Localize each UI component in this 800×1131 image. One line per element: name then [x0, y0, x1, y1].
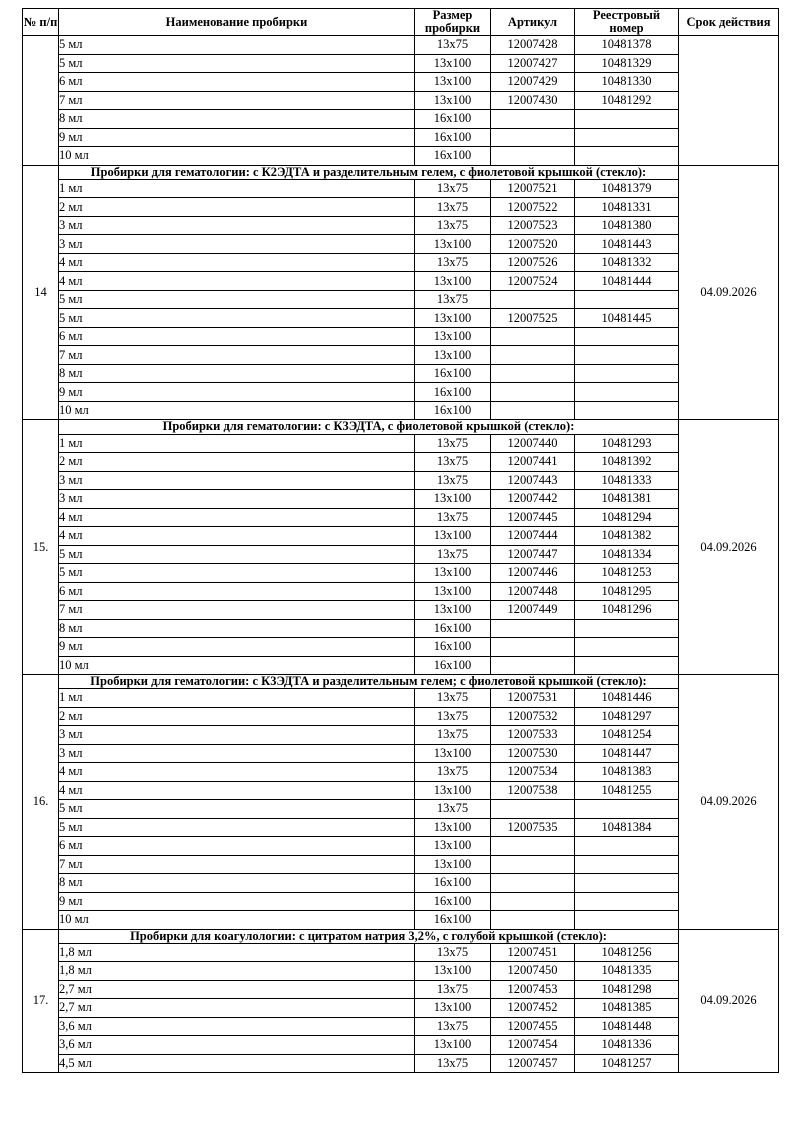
cell-name: 2 мл	[59, 198, 415, 217]
cell-name: 6 мл	[59, 837, 415, 856]
table-row	[23, 290, 779, 309]
cell-size: 13x75	[415, 198, 491, 217]
cell-reg-number: 10481295	[575, 582, 679, 601]
cell-article	[491, 346, 575, 365]
section-title-row	[23, 929, 779, 943]
cell-article: 12007534	[491, 763, 575, 782]
table-row	[23, 744, 779, 763]
cell-article: 12007525	[491, 309, 575, 328]
cell-size: 13x75	[415, 290, 491, 309]
cell-reg-number	[575, 892, 679, 911]
cell-name: 4 мл	[59, 272, 415, 291]
cell-article	[491, 656, 575, 675]
table-row	[23, 36, 779, 55]
cell-name: 6 мл	[59, 73, 415, 92]
cell-name: 5 мл	[59, 309, 415, 328]
cell-name: 5 мл	[59, 54, 415, 73]
cell-article	[491, 290, 575, 309]
cell-size: 13x100	[415, 601, 491, 620]
cell-name: 4 мл	[59, 527, 415, 546]
cell-size: 16x100	[415, 147, 491, 166]
cell-name: 10 мл	[59, 401, 415, 420]
cell-article: 12007523	[491, 216, 575, 235]
cell-article: 12007447	[491, 545, 575, 564]
cell-reg-number	[575, 383, 679, 402]
cell-size: 13x75	[415, 1017, 491, 1036]
validity-date: 04.09.2026	[679, 929, 779, 1073]
section-title: Пробирки для гематологии: с К3ЭДТА и разделительным гелем; с фиолетовой крышкой (стекло):	[59, 675, 679, 689]
cell-size: 13x100	[415, 91, 491, 110]
cell-size: 16x100	[415, 128, 491, 147]
cell-name: 8 мл	[59, 364, 415, 383]
table-row	[23, 110, 779, 129]
cell-reg-number: 10481293	[575, 434, 679, 453]
cell-article	[491, 327, 575, 346]
cell-name: 4 мл	[59, 253, 415, 272]
cell-article: 12007520	[491, 235, 575, 254]
cell-name: 2 мл	[59, 453, 415, 472]
cell-reg-number	[575, 147, 679, 166]
cell-size: 13x100	[415, 235, 491, 254]
table-row	[23, 800, 779, 819]
table-row	[23, 874, 779, 893]
table-row	[23, 837, 779, 856]
cell-size: 13x75	[415, 216, 491, 235]
cell-name: 8 мл	[59, 874, 415, 893]
cell-reg-number	[575, 110, 679, 129]
cell-size: 13x75	[415, 545, 491, 564]
cell-size: 13x100	[415, 837, 491, 856]
cell-reg-number: 10481447	[575, 744, 679, 763]
cell-reg-number: 10481331	[575, 198, 679, 217]
cell-name: 6 мл	[59, 582, 415, 601]
cell-size: 13x100	[415, 490, 491, 509]
cell-article	[491, 619, 575, 638]
cell-size: 16x100	[415, 656, 491, 675]
cell-reg-number	[575, 290, 679, 309]
cell-reg-number: 10481257	[575, 1054, 679, 1073]
table-row	[23, 73, 779, 92]
table-row	[23, 911, 779, 930]
table-row	[23, 128, 779, 147]
cell-name: 1,8 мл	[59, 962, 415, 981]
cell-name: 5 мл	[59, 564, 415, 583]
cell-article	[491, 128, 575, 147]
cell-article: 12007427	[491, 54, 575, 73]
table-row	[23, 763, 779, 782]
cell-article: 12007429	[491, 73, 575, 92]
table-row	[23, 508, 779, 527]
cell-article: 12007524	[491, 272, 575, 291]
table-row	[23, 147, 779, 166]
cell-name: 3,6 мл	[59, 1017, 415, 1036]
cell-article: 12007521	[491, 179, 575, 198]
cell-size: 13x75	[415, 508, 491, 527]
header-article: Артикул	[491, 9, 575, 36]
table-row	[23, 346, 779, 365]
cell-name: 2,7 мл	[59, 980, 415, 999]
cell-reg-number: 10481255	[575, 781, 679, 800]
cell-article: 12007443	[491, 471, 575, 490]
cell-size: 13x75	[415, 179, 491, 198]
table-row	[23, 434, 779, 453]
header-num: № п/п	[23, 9, 59, 36]
cell-article	[491, 892, 575, 911]
cell-size: 13x75	[415, 726, 491, 745]
cell-name: 1 мл	[59, 434, 415, 453]
cell-article	[491, 911, 575, 930]
cell-name: 3 мл	[59, 744, 415, 763]
cell-reg-number	[575, 874, 679, 893]
cell-article: 12007530	[491, 744, 575, 763]
cell-article: 12007457	[491, 1054, 575, 1073]
table-row	[23, 401, 779, 420]
cell-reg-number: 10481381	[575, 490, 679, 509]
cell-reg-number: 10481380	[575, 216, 679, 235]
table-body	[23, 36, 779, 1073]
cell-name: 9 мл	[59, 383, 415, 402]
cell-size: 13x100	[415, 564, 491, 583]
header-name: Наименование пробирки	[59, 9, 415, 36]
cell-size: 13x75	[415, 453, 491, 472]
cell-name: 3 мл	[59, 726, 415, 745]
cell-size: 13x75	[415, 800, 491, 819]
cell-article: 12007450	[491, 962, 575, 981]
table-row	[23, 638, 779, 657]
cell-reg-number: 10481253	[575, 564, 679, 583]
cell-size: 13x100	[415, 962, 491, 981]
cell-size: 13x100	[415, 527, 491, 546]
cell-name: 4,5 мл	[59, 1054, 415, 1073]
cell-size: 13x100	[415, 582, 491, 601]
section-title: Пробирки для гематологии: с К3ЭДТА, с фиолетовой крышкой (стекло):	[59, 420, 679, 434]
cell-article: 12007526	[491, 253, 575, 272]
cell-size: 13x100	[415, 54, 491, 73]
cell-article	[491, 800, 575, 819]
table-row	[23, 726, 779, 745]
cell-reg-number	[575, 638, 679, 657]
cell-name: 1 мл	[59, 689, 415, 708]
cell-name: 10 мл	[59, 656, 415, 675]
validity-date: 04.09.2026	[679, 420, 779, 675]
cell-reg-number	[575, 327, 679, 346]
cell-size: 16x100	[415, 110, 491, 129]
cell-name: 6 мл	[59, 327, 415, 346]
cell-name: 7 мл	[59, 91, 415, 110]
cell-size: 16x100	[415, 874, 491, 893]
header-size: Размер пробирки	[415, 9, 491, 36]
section-number: 14	[23, 165, 59, 420]
table-row	[23, 327, 779, 346]
cell-size: 13x75	[415, 253, 491, 272]
cell-reg-number	[575, 619, 679, 638]
cell-size: 16x100	[415, 638, 491, 657]
cell-size: 13x75	[415, 689, 491, 708]
table-row	[23, 980, 779, 999]
cell-article: 12007454	[491, 1036, 575, 1055]
cell-name: 8 мл	[59, 110, 415, 129]
cell-reg-number	[575, 346, 679, 365]
table-row	[23, 582, 779, 601]
cell-reg-number: 10481445	[575, 309, 679, 328]
cell-article: 12007444	[491, 527, 575, 546]
cell-reg-number	[575, 800, 679, 819]
cell-reg-number: 10481385	[575, 999, 679, 1018]
cell-article	[491, 837, 575, 856]
cell-name: 3,6 мл	[59, 1036, 415, 1055]
cell-name: 5 мл	[59, 818, 415, 837]
cell-article	[491, 383, 575, 402]
cell-reg-number: 10481292	[575, 91, 679, 110]
cell-reg-number	[575, 128, 679, 147]
cell-name: 7 мл	[59, 346, 415, 365]
table-row	[23, 216, 779, 235]
cell-size: 13x100	[415, 855, 491, 874]
cell-reg-number: 10481384	[575, 818, 679, 837]
table-row	[23, 272, 779, 291]
table-row	[23, 689, 779, 708]
cell-size: 13x75	[415, 471, 491, 490]
cell-article: 12007532	[491, 707, 575, 726]
table-row	[23, 198, 779, 217]
cell-size: 13x100	[415, 999, 491, 1018]
cell-name: 3 мл	[59, 471, 415, 490]
cell-reg-number	[575, 656, 679, 675]
cell-reg-number: 10481256	[575, 943, 679, 962]
cell-name: 4 мл	[59, 763, 415, 782]
header-reg-number: Реестровый номер	[575, 9, 679, 36]
table-row	[23, 707, 779, 726]
cell-name: 9 мл	[59, 638, 415, 657]
section-title: Пробирки для гематологии: с К2ЭДТА и разделительным гелем, с фиолетовой крышкой (стекло):	[59, 165, 679, 179]
cell-article	[491, 855, 575, 874]
table-row	[23, 855, 779, 874]
cell-name: 3 мл	[59, 216, 415, 235]
cell-article: 12007428	[491, 36, 575, 55]
header-validity: Срок действия	[679, 9, 779, 36]
cell-name: 3 мл	[59, 490, 415, 509]
table-row	[23, 545, 779, 564]
cell-article: 12007531	[491, 689, 575, 708]
cell-article	[491, 110, 575, 129]
section-number	[23, 36, 59, 166]
cell-size: 13x100	[415, 272, 491, 291]
cell-article	[491, 147, 575, 166]
cell-name: 5 мл	[59, 290, 415, 309]
cell-name: 5 мл	[59, 36, 415, 55]
table-row	[23, 999, 779, 1018]
table-row	[23, 471, 779, 490]
table-row	[23, 619, 779, 638]
cell-reg-number: 10481334	[575, 545, 679, 564]
cell-article: 12007538	[491, 781, 575, 800]
cell-name: 9 мл	[59, 128, 415, 147]
section-title: Пробирки для коагулологии: с цитратом натрия 3,2%, с голубой крышкой (стекло):	[59, 929, 679, 943]
cell-name: 7 мл	[59, 855, 415, 874]
validity-date: 04.09.2026	[679, 675, 779, 930]
cell-size: 16x100	[415, 364, 491, 383]
cell-article: 12007445	[491, 508, 575, 527]
cell-size: 13x100	[415, 781, 491, 800]
table-row	[23, 1054, 779, 1073]
cell-article: 12007446	[491, 564, 575, 583]
cell-reg-number	[575, 401, 679, 420]
table-row	[23, 818, 779, 837]
cell-reg-number: 10481254	[575, 726, 679, 745]
cell-reg-number: 10481332	[575, 253, 679, 272]
cell-size: 13x75	[415, 707, 491, 726]
cell-article: 12007448	[491, 582, 575, 601]
cell-size: 13x100	[415, 346, 491, 365]
table-row	[23, 253, 779, 272]
cell-size: 13x100	[415, 327, 491, 346]
cell-reg-number: 10481382	[575, 527, 679, 546]
cell-reg-number: 10481446	[575, 689, 679, 708]
table-row	[23, 490, 779, 509]
section-number: 16.	[23, 675, 59, 930]
cell-article	[491, 401, 575, 420]
cell-name: 7 мл	[59, 601, 415, 620]
cell-name: 5 мл	[59, 545, 415, 564]
cell-article: 12007440	[491, 434, 575, 453]
cell-name: 1,8 мл	[59, 943, 415, 962]
cell-reg-number: 10481335	[575, 962, 679, 981]
table-header	[23, 9, 779, 36]
table-row	[23, 943, 779, 962]
cell-size: 16x100	[415, 383, 491, 402]
cell-article: 12007453	[491, 980, 575, 999]
cell-size: 13x100	[415, 1036, 491, 1055]
cell-reg-number: 10481392	[575, 453, 679, 472]
cell-reg-number: 10481379	[575, 179, 679, 198]
cell-size: 13x75	[415, 763, 491, 782]
tube-registry-table	[22, 8, 779, 1073]
cell-reg-number: 10481383	[575, 763, 679, 782]
cell-name: 2,7 мл	[59, 999, 415, 1018]
cell-reg-number: 10481330	[575, 73, 679, 92]
table-row	[23, 781, 779, 800]
cell-size: 13x75	[415, 36, 491, 55]
cell-article: 12007522	[491, 198, 575, 217]
table-row	[23, 1017, 779, 1036]
cell-name: 4 мл	[59, 508, 415, 527]
cell-size: 16x100	[415, 401, 491, 420]
section-title-row	[23, 165, 779, 179]
cell-name: 2 мл	[59, 707, 415, 726]
cell-name: 10 мл	[59, 147, 415, 166]
cell-article: 12007441	[491, 453, 575, 472]
table-row	[23, 656, 779, 675]
cell-reg-number	[575, 364, 679, 383]
cell-article	[491, 364, 575, 383]
table-row	[23, 54, 779, 73]
cell-size: 16x100	[415, 619, 491, 638]
table-row	[23, 892, 779, 911]
section-number: 15.	[23, 420, 59, 675]
cell-reg-number: 10481443	[575, 235, 679, 254]
cell-size: 13x100	[415, 744, 491, 763]
cell-article: 12007455	[491, 1017, 575, 1036]
cell-article: 12007430	[491, 91, 575, 110]
header-row	[23, 9, 779, 36]
cell-reg-number: 10481444	[575, 272, 679, 291]
section-title-row	[23, 420, 779, 434]
cell-size: 16x100	[415, 892, 491, 911]
validity-date: 04.09.2026	[679, 165, 779, 420]
cell-name: 8 мл	[59, 619, 415, 638]
table-row	[23, 1036, 779, 1055]
cell-reg-number: 10481336	[575, 1036, 679, 1055]
cell-reg-number: 10481298	[575, 980, 679, 999]
cell-article: 12007451	[491, 943, 575, 962]
cell-size: 13x100	[415, 818, 491, 837]
cell-reg-number: 10481297	[575, 707, 679, 726]
cell-article	[491, 874, 575, 893]
cell-reg-number: 10481378	[575, 36, 679, 55]
cell-article: 12007452	[491, 999, 575, 1018]
cell-reg-number: 10481448	[575, 1017, 679, 1036]
cell-size: 13x75	[415, 980, 491, 999]
table-row	[23, 453, 779, 472]
cell-size: 13x100	[415, 73, 491, 92]
cell-reg-number: 10481329	[575, 54, 679, 73]
validity-date	[679, 36, 779, 166]
table-row	[23, 179, 779, 198]
cell-name: 5 мл	[59, 800, 415, 819]
cell-size: 13x75	[415, 943, 491, 962]
cell-reg-number	[575, 911, 679, 930]
table-row	[23, 383, 779, 402]
table-row	[23, 235, 779, 254]
cell-article: 12007449	[491, 601, 575, 620]
cell-article: 12007535	[491, 818, 575, 837]
cell-reg-number: 10481333	[575, 471, 679, 490]
table-row	[23, 564, 779, 583]
cell-reg-number	[575, 855, 679, 874]
cell-size: 16x100	[415, 911, 491, 930]
cell-size: 13x75	[415, 434, 491, 453]
cell-article: 12007533	[491, 726, 575, 745]
table-row	[23, 962, 779, 981]
cell-reg-number: 10481294	[575, 508, 679, 527]
table-row	[23, 91, 779, 110]
table-row	[23, 527, 779, 546]
cell-name: 1 мл	[59, 179, 415, 198]
table-row	[23, 364, 779, 383]
section-title-row	[23, 675, 779, 689]
cell-article: 12007442	[491, 490, 575, 509]
cell-reg-number	[575, 837, 679, 856]
cell-name: 3 мл	[59, 235, 415, 254]
cell-name: 4 мл	[59, 781, 415, 800]
cell-name: 9 мл	[59, 892, 415, 911]
table-row	[23, 601, 779, 620]
table-row	[23, 309, 779, 328]
cell-size: 13x100	[415, 309, 491, 328]
cell-reg-number: 10481296	[575, 601, 679, 620]
section-number: 17.	[23, 929, 59, 1073]
cell-article	[491, 638, 575, 657]
cell-size: 13x75	[415, 1054, 491, 1073]
cell-name: 10 мл	[59, 911, 415, 930]
